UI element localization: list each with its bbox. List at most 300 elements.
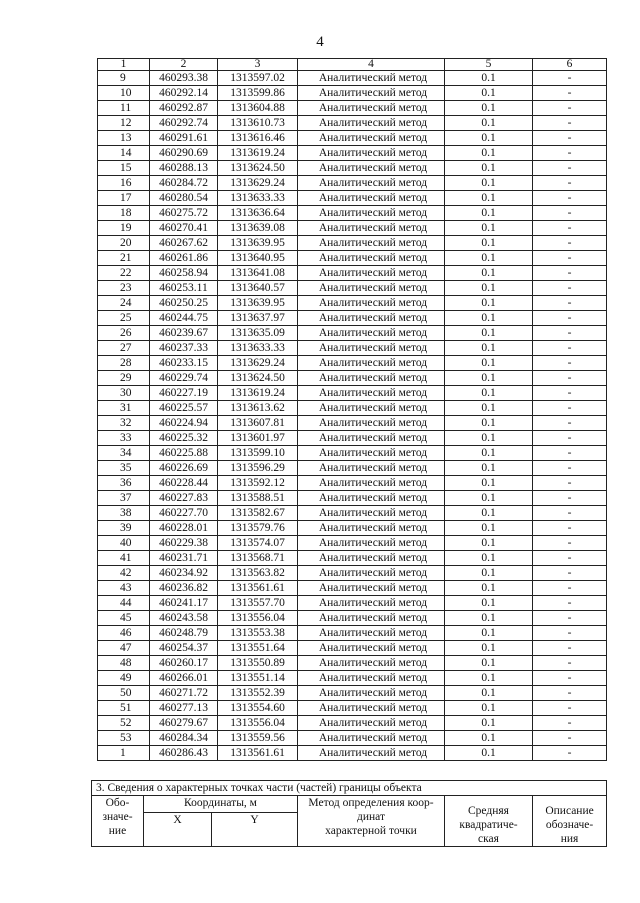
description-header: Описание обозначе- ния [533, 796, 607, 847]
table-cell: Аналитический метод [298, 641, 445, 656]
table-cell: 33 [98, 431, 150, 446]
table-cell: 460228.01 [150, 521, 218, 536]
table-cell: 460292.74 [150, 116, 218, 131]
table-cell: 1313619.24 [218, 386, 298, 401]
table-cell: 0.1 [445, 341, 533, 356]
table-row [98, 326, 607, 341]
table-cell: 1313557.70 [218, 596, 298, 611]
table-cell: 1313637.97 [218, 311, 298, 326]
table-cell: 1313596.29 [218, 461, 298, 476]
table-cell: 31 [98, 401, 150, 416]
table-cell: - [533, 251, 607, 266]
table-row [98, 716, 607, 731]
table-row [98, 581, 607, 596]
table-cell: 26 [98, 326, 150, 341]
table-cell: 1313579.76 [218, 521, 298, 536]
table-cell: 0.1 [445, 191, 533, 206]
table-cell: 1313624.50 [218, 371, 298, 386]
table-cell: 1313610.73 [218, 116, 298, 131]
table-cell: Аналитический метод [298, 101, 445, 116]
table-cell: 460284.72 [150, 176, 218, 191]
table-cell: 20 [98, 236, 150, 251]
table-cell: 21 [98, 251, 150, 266]
table-row [98, 116, 607, 131]
table-cell: 47 [98, 641, 150, 656]
table-cell: 1313616.46 [218, 131, 298, 146]
table-cell: 460254.37 [150, 641, 218, 656]
table-row [98, 491, 607, 506]
table-cell: Аналитический метод [298, 701, 445, 716]
table-cell: 1313607.81 [218, 416, 298, 431]
table-cell: 1313556.04 [218, 611, 298, 626]
table-cell: - [533, 536, 607, 551]
table-cell: 1313599.86 [218, 86, 298, 101]
table-row [98, 476, 607, 491]
table-row [98, 206, 607, 221]
table-cell: - [533, 551, 607, 566]
table-cell: Аналитический метод [298, 536, 445, 551]
table-cell: 0.1 [445, 611, 533, 626]
table-cell: 0.1 [445, 116, 533, 131]
table-cell: 1313563.82 [218, 566, 298, 581]
table-cell: 0.1 [445, 731, 533, 746]
table-cell: 34 [98, 446, 150, 461]
table-cell: Аналитический метод [298, 161, 445, 176]
table-row [98, 281, 607, 296]
table-cell: 460243.58 [150, 611, 218, 626]
table-cell: 1313619.24 [218, 146, 298, 161]
table-cell: 460288.13 [150, 161, 218, 176]
table-cell: - [533, 461, 607, 476]
table-cell: Аналитический метод [298, 611, 445, 626]
table-cell: 0.1 [445, 461, 533, 476]
table-row [98, 221, 607, 236]
table-cell: Аналитический метод [298, 551, 445, 566]
table-cell: 0.1 [445, 251, 533, 266]
table-cell: 460266.01 [150, 671, 218, 686]
table-cell: 0.1 [445, 101, 533, 116]
table-cell: Аналитический метод [298, 671, 445, 686]
table-cell: 32 [98, 416, 150, 431]
table-cell: 460228.44 [150, 476, 218, 491]
table-row [98, 356, 607, 371]
table-cell: 0.1 [445, 326, 533, 341]
table-cell: 36 [98, 476, 150, 491]
table-row [98, 161, 607, 176]
table-row [98, 146, 607, 161]
table-cell: 30 [98, 386, 150, 401]
table-row [98, 101, 607, 116]
x-header: X [144, 812, 212, 846]
table-cell: 460267.62 [150, 236, 218, 251]
table-cell: 13 [98, 131, 150, 146]
column-number-3: 3 [218, 59, 298, 71]
table-cell: 0.1 [445, 221, 533, 236]
table-cell: 1313556.04 [218, 716, 298, 731]
table-cell: - [533, 731, 607, 746]
table-row [98, 86, 607, 101]
table-cell: - [533, 641, 607, 656]
column-number-4: 4 [298, 59, 445, 71]
table-cell: Аналитический метод [298, 176, 445, 191]
y-header: Y [212, 812, 298, 846]
table-cell: 0.1 [445, 551, 533, 566]
table-cell: Аналитический метод [298, 236, 445, 251]
table-cell: Аналитический метод [298, 86, 445, 101]
table-cell: - [533, 71, 607, 86]
table-cell: 39 [98, 521, 150, 536]
table-row [98, 611, 607, 626]
table-cell: 16 [98, 176, 150, 191]
table-cell: 0.1 [445, 386, 533, 401]
table-cell: Аналитический метод [298, 326, 445, 341]
table-cell: 0.1 [445, 701, 533, 716]
table-cell: 40 [98, 536, 150, 551]
table-cell: 460225.88 [150, 446, 218, 461]
table-cell: - [533, 596, 607, 611]
table-cell: 1313601.97 [218, 431, 298, 446]
table-cell: - [533, 191, 607, 206]
table-cell: 50 [98, 686, 150, 701]
table-cell: 460292.14 [150, 86, 218, 101]
table-cell: - [533, 746, 607, 761]
table-cell: 0.1 [445, 206, 533, 221]
table-cell: 0.1 [445, 371, 533, 386]
table-cell: 42 [98, 566, 150, 581]
table-row [98, 131, 607, 146]
table-cell: Аналитический метод [298, 356, 445, 371]
table-cell: 22 [98, 266, 150, 281]
table-cell: 460237.33 [150, 341, 218, 356]
table-cell: Аналитический метод [298, 521, 445, 536]
table-cell: 460290.69 [150, 146, 218, 161]
table-cell: Аналитический метод [298, 71, 445, 86]
table-cell: 1313553.38 [218, 626, 298, 641]
table-cell: Аналитический метод [298, 281, 445, 296]
table-cell: 0.1 [445, 566, 533, 581]
table-cell: - [533, 521, 607, 536]
table-cell: 0.1 [445, 401, 533, 416]
table-cell: - [533, 146, 607, 161]
table-cell: Аналитический метод [298, 506, 445, 521]
table-cell: Аналитический метод [298, 266, 445, 281]
table-row [98, 746, 607, 761]
table-cell: - [533, 131, 607, 146]
table-cell: Аналитический метод [298, 341, 445, 356]
table-cell: - [533, 416, 607, 431]
table-cell: 27 [98, 341, 150, 356]
table-cell: 10 [98, 86, 150, 101]
table-cell: 460261.86 [150, 251, 218, 266]
table-cell: 0.1 [445, 716, 533, 731]
table-cell: 0.1 [445, 176, 533, 191]
table-cell: Аналитический метод [298, 476, 445, 491]
table-cell: - [533, 386, 607, 401]
table-cell: 0.1 [445, 746, 533, 761]
table-cell: 45 [98, 611, 150, 626]
table-cell: - [533, 671, 607, 686]
table-cell: 0.1 [445, 356, 533, 371]
table-cell: 1313551.64 [218, 641, 298, 656]
table-cell: 0.1 [445, 281, 533, 296]
table-cell: 460227.70 [150, 506, 218, 521]
table-cell: 0.1 [445, 266, 533, 281]
table-row [98, 266, 607, 281]
table-cell: - [533, 86, 607, 101]
table-cell: 1313599.10 [218, 446, 298, 461]
table-cell: 25 [98, 311, 150, 326]
table-cell: 460277.13 [150, 701, 218, 716]
table-cell: - [533, 326, 607, 341]
table-cell: - [533, 236, 607, 251]
table-cell: Аналитический метод [298, 311, 445, 326]
table-cell: Аналитический метод [298, 146, 445, 161]
table-cell: 0.1 [445, 161, 533, 176]
table-row [98, 551, 607, 566]
table-cell: 0.1 [445, 641, 533, 656]
table-cell: Аналитический метод [298, 131, 445, 146]
rms-header: Средняя квадратиче- ская [445, 796, 533, 847]
table-cell: Аналитический метод [298, 461, 445, 476]
table-cell: 46 [98, 626, 150, 641]
table-cell: - [533, 656, 607, 671]
section3-title: 3. Сведения о характерных точках части (частей) границы объекта [92, 781, 607, 796]
table-cell: - [533, 476, 607, 491]
table-cell: 41 [98, 551, 150, 566]
table-row [98, 626, 607, 641]
table-row [98, 671, 607, 686]
table-row [98, 656, 607, 671]
table-cell: 29 [98, 371, 150, 386]
table-row [98, 311, 607, 326]
table-cell: 460284.34 [150, 731, 218, 746]
table-cell: 0.1 [445, 671, 533, 686]
table-cell: 0.1 [445, 581, 533, 596]
table-row [98, 371, 607, 386]
table-cell: Аналитический метод [298, 566, 445, 581]
table-cell: 1313597.02 [218, 71, 298, 86]
table-cell: 0.1 [445, 146, 533, 161]
table-cell: - [533, 296, 607, 311]
table-cell: 1313624.50 [218, 161, 298, 176]
table-cell: Аналитический метод [298, 656, 445, 671]
table-cell: 1313582.67 [218, 506, 298, 521]
table-cell: 43 [98, 581, 150, 596]
table-cell: 1313550.89 [218, 656, 298, 671]
table-cell: 1313640.95 [218, 251, 298, 266]
table-cell: 1313629.24 [218, 176, 298, 191]
table-cell: - [533, 116, 607, 131]
table-cell: 15 [98, 161, 150, 176]
table-cell: 460226.69 [150, 461, 218, 476]
table-cell: 460291.61 [150, 131, 218, 146]
table-cell: - [533, 356, 607, 371]
table-row [98, 191, 607, 206]
table-cell: - [533, 626, 607, 641]
table-row [98, 506, 607, 521]
table-row [98, 341, 607, 356]
table-cell: Аналитический метод [298, 431, 445, 446]
table-cell: 1313641.08 [218, 266, 298, 281]
table-cell: Аналитический метод [298, 491, 445, 506]
table-cell: Аналитический метод [298, 746, 445, 761]
table-cell: - [533, 716, 607, 731]
table-cell: - [533, 566, 607, 581]
table-row [98, 731, 607, 746]
table-cell: 1313639.95 [218, 296, 298, 311]
column-number-1: 1 [98, 59, 150, 71]
table-row [98, 251, 607, 266]
table-row [98, 596, 607, 611]
table-row [98, 446, 607, 461]
table-cell: 0.1 [445, 311, 533, 326]
table-cell: 0.1 [445, 506, 533, 521]
table-cell: Аналитический метод [298, 731, 445, 746]
table-cell: 1313561.61 [218, 581, 298, 596]
table-cell: 1313629.24 [218, 356, 298, 371]
table-cell: 460286.43 [150, 746, 218, 761]
table-cell: 49 [98, 671, 150, 686]
table-cell: - [533, 206, 607, 221]
table-cell: 460253.11 [150, 281, 218, 296]
table-cell: Аналитический метод [298, 446, 445, 461]
table-cell: 460229.74 [150, 371, 218, 386]
table-cell: 0.1 [445, 656, 533, 671]
table-cell: 19 [98, 221, 150, 236]
table-cell: 37 [98, 491, 150, 506]
table-cell: 1313554.60 [218, 701, 298, 716]
table-cell: 1313559.56 [218, 731, 298, 746]
table-row [98, 701, 607, 716]
table-cell: 28 [98, 356, 150, 371]
table-cell: Аналитический метод [298, 386, 445, 401]
table-cell: 0.1 [445, 236, 533, 251]
table-cell: 0.1 [445, 596, 533, 611]
table-cell: 1313635.09 [218, 326, 298, 341]
table-row [98, 416, 607, 431]
table-cell: 460231.71 [150, 551, 218, 566]
table-cell: Аналитический метод [298, 596, 445, 611]
table-cell: 44 [98, 596, 150, 611]
table-cell: - [533, 581, 607, 596]
table-cell: 12 [98, 116, 150, 131]
table-cell: 24 [98, 296, 150, 311]
table-row [98, 641, 607, 656]
table-cell: Аналитический метод [298, 371, 445, 386]
table-cell: 48 [98, 656, 150, 671]
table-row [98, 686, 607, 701]
designation-header: Обо- значе- ние [92, 796, 144, 847]
table-row [98, 236, 607, 251]
table-cell: 1313639.95 [218, 236, 298, 251]
table-cell: - [533, 161, 607, 176]
table-cell: 0.1 [445, 71, 533, 86]
table-cell: 0.1 [445, 626, 533, 641]
table-cell: 14 [98, 146, 150, 161]
table-cell: 460293.38 [150, 71, 218, 86]
table-cell: 18 [98, 206, 150, 221]
section3-table [91, 780, 607, 847]
table-cell: 17 [98, 191, 150, 206]
table-cell: 0.1 [445, 521, 533, 536]
table-cell: Аналитический метод [298, 116, 445, 131]
table-cell: 460244.75 [150, 311, 218, 326]
table-cell: 460250.25 [150, 296, 218, 311]
table-row [98, 461, 607, 476]
table-cell: 35 [98, 461, 150, 476]
table-cell: Аналитический метод [298, 296, 445, 311]
table-cell: - [533, 401, 607, 416]
table-cell: 460224.94 [150, 416, 218, 431]
table-cell: - [533, 611, 607, 626]
table-row [98, 386, 607, 401]
table-cell: Аналитический метод [298, 626, 445, 641]
table-cell: - [533, 491, 607, 506]
table-cell: 460225.32 [150, 431, 218, 446]
table-cell: 1313552.39 [218, 686, 298, 701]
table-cell: 460279.67 [150, 716, 218, 731]
table-cell: 1313633.33 [218, 191, 298, 206]
table-cell: - [533, 371, 607, 386]
table-cell: 53 [98, 731, 150, 746]
table-cell: 460275.72 [150, 206, 218, 221]
table-cell: 0.1 [445, 296, 533, 311]
table-row [98, 71, 607, 86]
table-cell: 460225.57 [150, 401, 218, 416]
table-cell: 1313639.08 [218, 221, 298, 236]
table-cell: 460233.15 [150, 356, 218, 371]
column-number-2: 2 [150, 59, 218, 71]
table-cell: Аналитический метод [298, 716, 445, 731]
table-cell: - [533, 446, 607, 461]
table-cell: Аналитический метод [298, 416, 445, 431]
table-cell: - [533, 281, 607, 296]
column-number-5: 5 [445, 59, 533, 71]
table-cell: 1313592.12 [218, 476, 298, 491]
table-cell: 52 [98, 716, 150, 731]
table-cell: 0.1 [445, 416, 533, 431]
table-cell: - [533, 176, 607, 191]
table-cell: Аналитический метод [298, 206, 445, 221]
table-cell: 0.1 [445, 131, 533, 146]
table-cell: 460229.38 [150, 536, 218, 551]
table-cell: 51 [98, 701, 150, 716]
page-number: 4 [316, 34, 324, 50]
table-cell: 0.1 [445, 86, 533, 101]
table-cell: 460241.17 [150, 596, 218, 611]
table-cell: 460270.41 [150, 221, 218, 236]
table-cell: 1313588.51 [218, 491, 298, 506]
table-cell: 23 [98, 281, 150, 296]
table-cell: 1313568.71 [218, 551, 298, 566]
table-cell: 460292.87 [150, 101, 218, 116]
coordinates-header: Координаты, м [144, 796, 298, 813]
table-cell: - [533, 266, 607, 281]
table-cell: 460258.94 [150, 266, 218, 281]
table-cell: Аналитический метод [298, 251, 445, 266]
table-row [98, 566, 607, 581]
table-cell: 1313640.57 [218, 281, 298, 296]
table-cell: 460280.54 [150, 191, 218, 206]
coordinates-table [97, 58, 607, 761]
table-cell: - [533, 101, 607, 116]
table-cell: Аналитический метод [298, 191, 445, 206]
table-cell: 460236.82 [150, 581, 218, 596]
column-number-6: 6 [533, 59, 607, 71]
table-cell: 1313561.61 [218, 746, 298, 761]
table-cell: 0.1 [445, 476, 533, 491]
table-row [98, 521, 607, 536]
